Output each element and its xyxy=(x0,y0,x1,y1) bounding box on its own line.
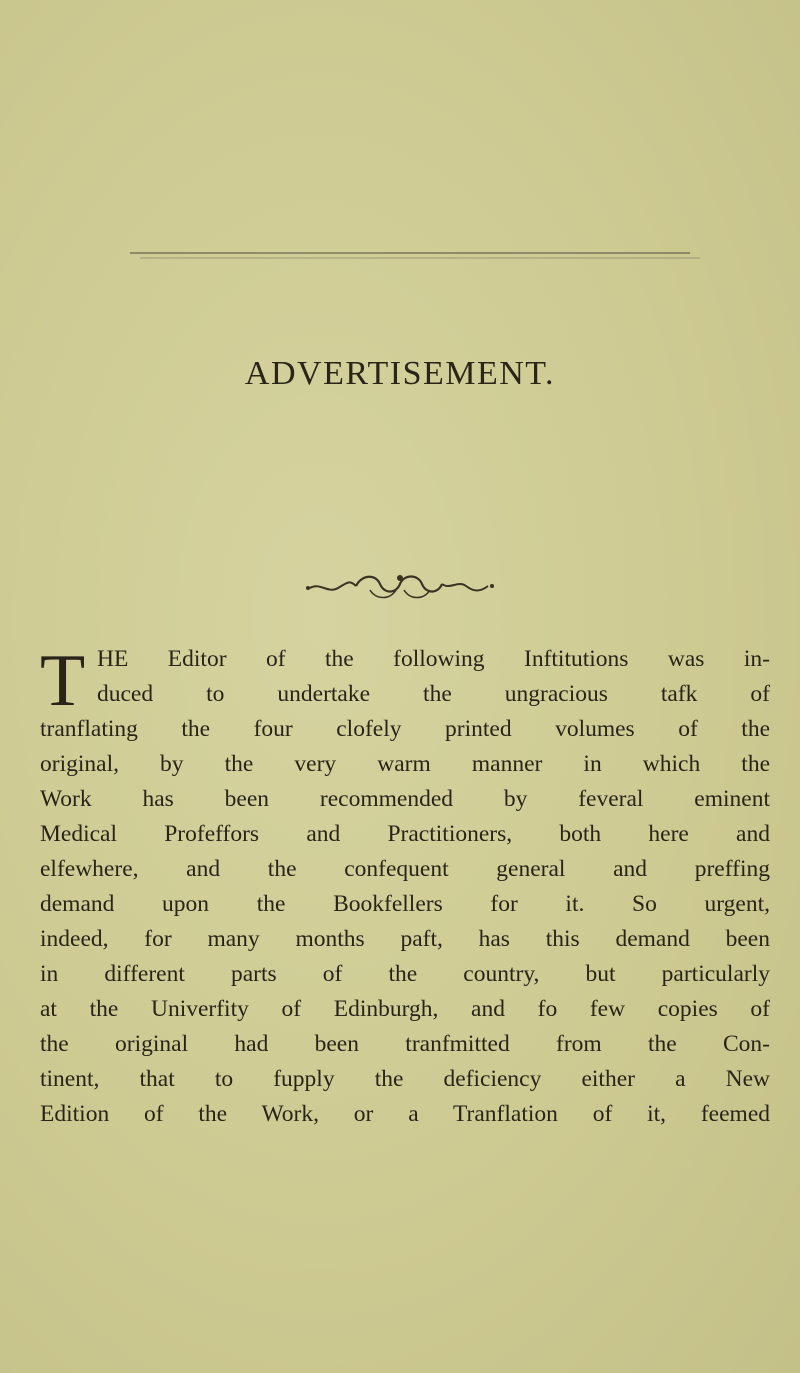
text-line: demand upon the Bookfellers for it. So urgent, xyxy=(40,891,770,917)
text-line: Work has been recommended by feveral eminent xyxy=(40,786,770,812)
drop-cap: T xyxy=(40,640,86,722)
top-rule xyxy=(0,0,800,300)
decorative-flourish-icon xyxy=(300,560,500,610)
text-line: indeed, for many months paft, has this demand been xyxy=(40,926,770,952)
advertisement-paragraph xyxy=(40,642,770,1132)
text-line: elfewhere, and the confequent general and preffing xyxy=(40,856,770,882)
text-line: at the Univerfity of Edinburgh, and fo few copies of xyxy=(40,996,770,1022)
text-line: tranflating the four clofely printed volumes of the xyxy=(40,716,770,742)
text-line: in different parts of the country, but particularly xyxy=(40,961,770,987)
text-line: HE Editor of the following Inftitutions was in- xyxy=(97,646,770,672)
page-heading: ADVERTISEMENT. xyxy=(244,355,556,392)
text-line: Medical Profeffors and Practitioners, both here and xyxy=(40,821,770,847)
text-line: Edition of the Work, or a Tranflation of it, feemed xyxy=(40,1101,770,1127)
text-line: the original had been tranfmitted from the Con- xyxy=(40,1031,770,1057)
text-line: tinent, that to fupply the deficiency either a New xyxy=(40,1066,770,1092)
text-line: duced to undertake the ungracious tafk of xyxy=(97,681,770,707)
text-line: original, by the very warm manner in which the xyxy=(40,751,770,777)
